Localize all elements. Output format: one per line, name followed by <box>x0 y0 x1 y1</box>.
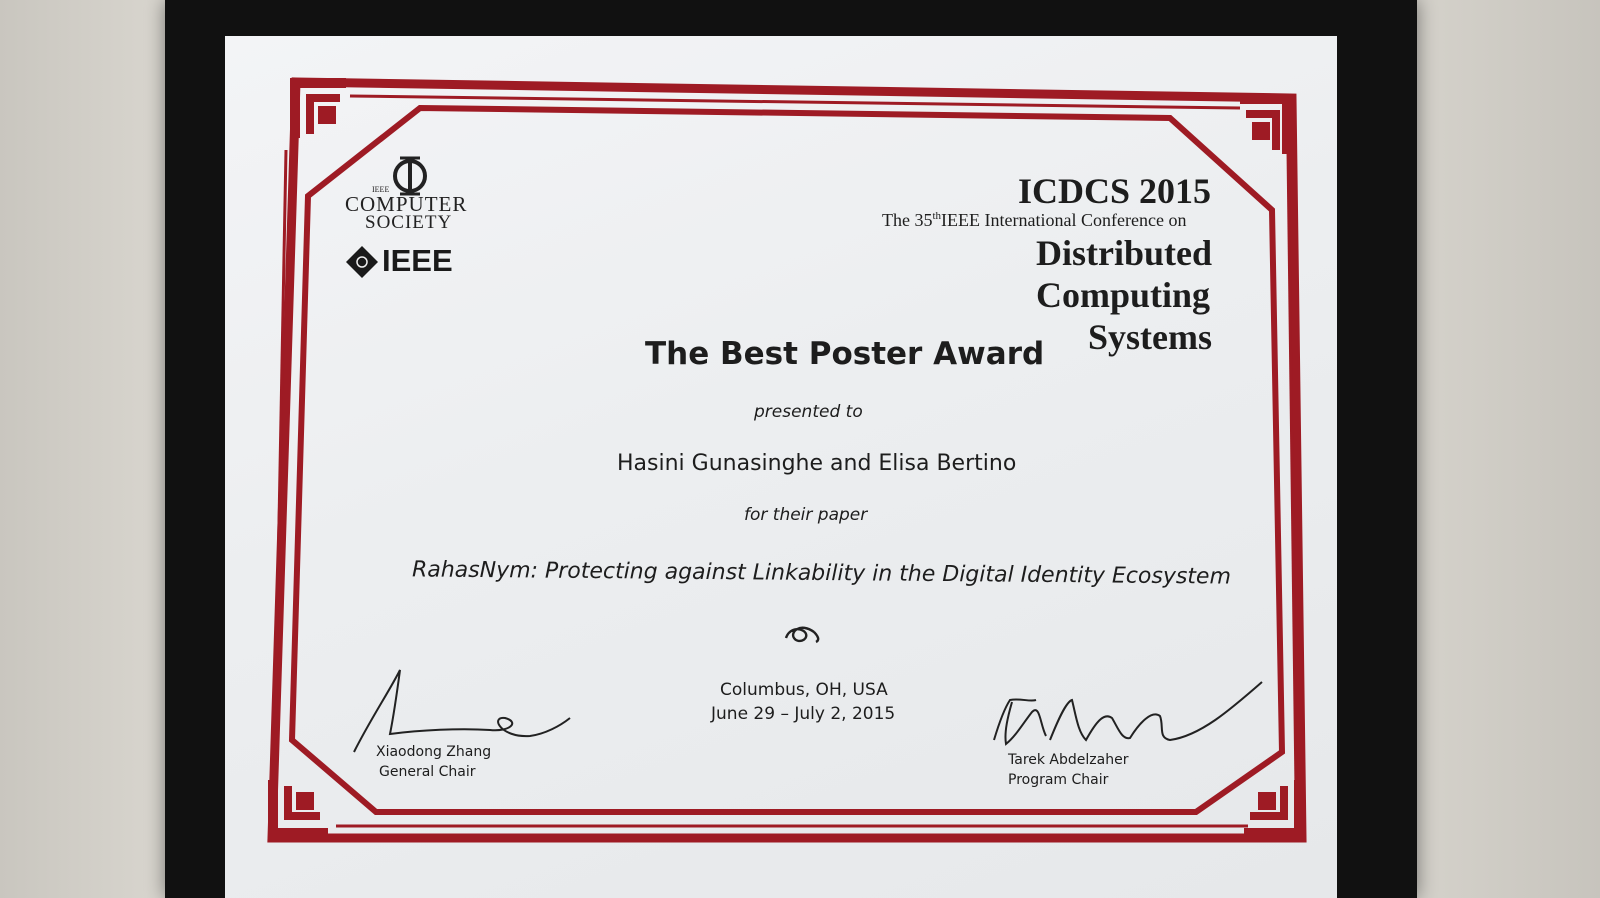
event-dates: June 29 – July 2, 2015 <box>711 704 896 724</box>
award-recipients: Hasini Gunasinghe and Elisa Bertino <box>617 451 1017 476</box>
event-title: ICDCS 2015 <box>1018 171 1212 211</box>
conference-name-line-1: Distributed <box>1036 233 1213 273</box>
paper-title: RahasNym: Protecting against Linkability in the Digital Identity Ecosystem <box>411 557 1232 590</box>
conference-name-line-3: Systems <box>1088 317 1212 357</box>
cs-small-label: IEEE <box>372 185 390 194</box>
conference-name-line-2: Computing <box>1036 275 1211 315</box>
ieee-logo-text: IEEE <box>382 243 453 278</box>
left-signatory-name: Xiaodong Zhang <box>376 744 492 760</box>
for-paper-label: for their paper <box>744 505 868 525</box>
left-signatory-role: General Chair <box>379 764 476 780</box>
event-location: Columbus, OH, USA <box>720 680 888 700</box>
presented-to-label: presented to <box>754 402 863 422</box>
cs-line-2: SOCIETY <box>365 212 453 233</box>
cs-line-1: COMPUTER <box>345 192 468 216</box>
right-signatory-name: Tarek Abdelzaher <box>1008 752 1129 768</box>
award-title: The Best Poster Award <box>645 336 1045 372</box>
conference-subtitle: The 35thIEEE International Conference on <box>882 210 1187 230</box>
right-signatory-role: Program Chair <box>1008 772 1109 788</box>
